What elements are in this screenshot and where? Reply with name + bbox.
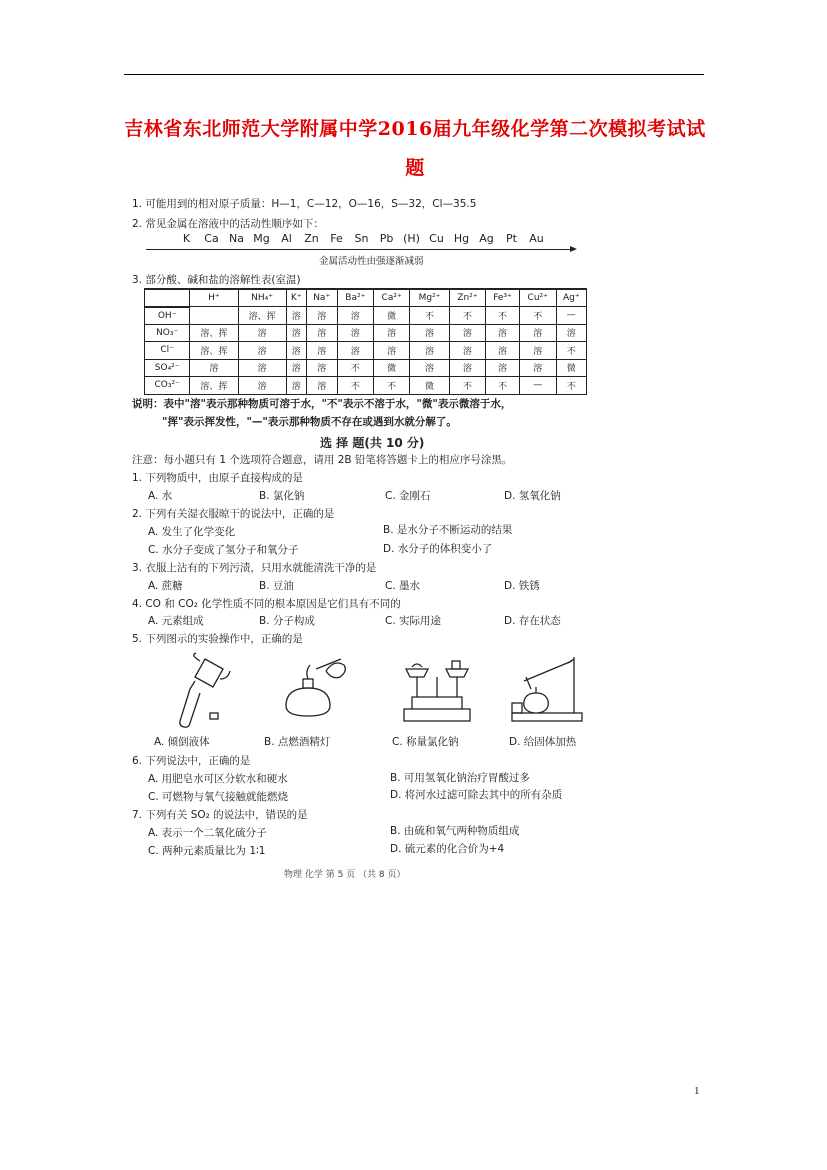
solubility-cell: 溶 — [410, 359, 449, 377]
cation-header: Ba²⁺ — [337, 289, 373, 307]
series-element: Au — [529, 232, 544, 245]
anion-header: OH⁻ — [145, 307, 190, 325]
series-element: Fe — [330, 232, 343, 245]
series-element: Hg — [453, 232, 470, 245]
series-element: Ca — [204, 232, 219, 245]
solubility-cell: 溶 — [519, 324, 556, 342]
series-element: (H) — [403, 232, 420, 245]
q4-option-b: B. 分子构成 — [259, 615, 315, 627]
table-note-line2: "挥"表示挥发性，"—"表示那种物质不存在或遇到水就分解了。 — [162, 416, 457, 428]
solubility-cell: 溶 — [449, 342, 486, 360]
section-title: 选 择 题(共 10 分) — [320, 436, 425, 450]
q6-option-c: C. 可燃物与氧气接触就能燃烧 — [148, 791, 289, 803]
solubility-row — [145, 324, 587, 342]
solubility-cell: 不 — [556, 342, 586, 360]
solubility-cell: 溶、挥 — [190, 342, 238, 360]
solubility-cell: 溶 — [486, 342, 520, 360]
series-element: K — [182, 232, 191, 245]
info-atomic-mass: 1. 可能用到的相对原子质量：H—1，C—12，O—16，S—32，Cl—35.5 — [132, 198, 477, 210]
solubility-cell: 溶、挥 — [238, 307, 286, 325]
cation-header: H⁺ — [190, 289, 238, 307]
solubility-cell: 溶 — [337, 342, 373, 360]
solubility-cell: 溶 — [286, 342, 306, 360]
series-element: Pt — [506, 232, 517, 245]
solubility-cell: 溶 — [190, 359, 238, 377]
info-activity-series: 2. 常见金属在溶液中的活动性顺序如下： — [132, 218, 324, 230]
q5-option-a: A. 倾倒液体 — [154, 736, 210, 748]
q4-option-c: C. 实际用途 — [385, 615, 442, 627]
q3-option-c: C. 墨水 — [385, 580, 421, 592]
heating-solid-illustration — [504, 651, 594, 731]
q4-option-a: A. 元素组成 — [148, 615, 204, 627]
question-1: 1. 下列物质中，由原子直接构成的是 — [132, 472, 303, 484]
q7-option-c: C. 两种元素质量比为 1∶1 — [148, 845, 266, 857]
solubility-cell: 溶 — [286, 377, 306, 395]
solubility-cell: 溶、挥 — [190, 377, 238, 395]
q7-option-d: D. 硫元素的化合价为+4 — [390, 843, 505, 855]
solubility-cell: 不 — [519, 307, 556, 325]
q5-option-b: B. 点燃酒精灯 — [264, 736, 331, 748]
header-rule — [124, 74, 704, 75]
solubility-cell: 溶、挥 — [190, 324, 238, 342]
solubility-row — [145, 377, 587, 395]
solubility-cell: 不 — [410, 307, 449, 325]
solubility-cell: 溶 — [306, 359, 337, 377]
q2-option-a: A. 发生了化学变化 — [148, 526, 236, 538]
page-number: 1 — [694, 1085, 700, 1097]
q1-option-c: C. 金刚石 — [385, 490, 431, 502]
series-element: Sn — [354, 232, 369, 245]
cation-header: K⁺ — [286, 289, 306, 307]
solubility-cell: 不 — [449, 307, 486, 325]
cation-header: Ag⁺ — [556, 289, 586, 307]
question-3: 3. 衣服上沾有的下列污渍，只用水就能清洗干净的是 — [132, 562, 377, 574]
solubility-cell: 溶 — [556, 324, 586, 342]
q6-option-b: B. 可用氢氧化钠治疗胃酸过多 — [390, 772, 530, 784]
solubility-cell: 溶 — [306, 307, 337, 325]
solubility-cell: 不 — [486, 307, 520, 325]
q3-option-b: B. 豆油 — [259, 580, 294, 592]
cation-header: Zn²⁺ — [449, 289, 486, 307]
solubility-cell — [190, 307, 238, 325]
attention-note: 注意：每小题只有 1 个选项符合题意，请用 2B 铅笔将答题卡上的相应序号涂黑。 — [132, 454, 513, 466]
solubility-cell: 溶 — [238, 359, 286, 377]
solubility-row — [145, 307, 587, 325]
anion-header: CO₃²⁻ — [145, 377, 190, 395]
solubility-cell: 溶 — [373, 324, 409, 342]
cation-header: NH₄⁺ — [238, 289, 286, 307]
q4-option-d: D. 存在状态 — [504, 615, 561, 627]
q5-option-d: D. 给固体加热 — [509, 736, 577, 748]
cation-header: Na⁺ — [306, 289, 337, 307]
solubility-cell: 溶 — [306, 324, 337, 342]
solubility-cell: 溶 — [238, 342, 286, 360]
solubility-cell: 溶 — [519, 342, 556, 360]
question-5: 5. 下列图示的实验操作中，正确的是 — [132, 633, 303, 645]
question-7: 7. 下列有关 SO₂ 的说法中，错误的是 — [132, 809, 308, 821]
solubility-row — [145, 359, 587, 377]
q5-option-c: C. 称量氯化钠 — [392, 736, 459, 748]
solubility-cell: 不 — [337, 359, 373, 377]
question-6: 6. 下列说法中，正确的是 — [132, 755, 251, 767]
q1-option-b: B. 氯化钠 — [259, 490, 305, 502]
question-4: 4. CO 和 CO₂ 化学性质不同的根本原因是它们具有不同的 — [132, 598, 401, 610]
cation-header: Ca²⁺ — [373, 289, 409, 307]
solubility-cell: 不 — [556, 377, 586, 395]
solubility-cell: 溶 — [410, 342, 449, 360]
solubility-cell: — — [519, 377, 556, 395]
solubility-cell: 溶 — [449, 359, 486, 377]
q6-option-d: D. 将河水过滤可除去其中的所有杂质 — [390, 789, 563, 801]
solubility-cell: — — [556, 307, 586, 325]
activity-series — [174, 232, 549, 245]
solubility-cell: 不 — [337, 377, 373, 395]
solubility-cell: 溶 — [410, 324, 449, 342]
cation-header: Mg²⁺ — [410, 289, 449, 307]
series-element: Pb — [379, 232, 394, 245]
scanned-exam-page — [124, 186, 594, 880]
anion-header: NO₃⁻ — [145, 324, 190, 342]
series-element: Cu — [429, 232, 444, 245]
solubility-cell: 不 — [449, 377, 486, 395]
solubility-cell: 微 — [373, 307, 409, 325]
solubility-cell: 溶 — [337, 307, 373, 325]
document-title-line2: 题 — [405, 157, 425, 179]
solubility-cell: 溶 — [486, 359, 520, 377]
q2-option-c: C. 水分子变成了氢分子和氧分子 — [148, 544, 299, 556]
solubility-cell: 溶 — [286, 307, 306, 325]
info-solubility-title: 3. 部分酸、碱和盐的溶解性表(室温) — [132, 274, 301, 286]
solubility-row — [145, 342, 587, 360]
series-element: Zn — [304, 232, 319, 245]
solubility-cell: 微 — [410, 377, 449, 395]
solubility-cell: 溶 — [337, 324, 373, 342]
series-element: Mg — [253, 232, 270, 245]
cation-header: Cu²⁺ — [519, 289, 556, 307]
solubility-table — [144, 288, 587, 395]
q2-option-b: B. 是水分子不断运动的结果 — [383, 524, 513, 536]
question-2: 2. 下列有关湿衣服晾干的说法中，正确的是 — [132, 508, 335, 520]
pour-liquid-illustration — [150, 651, 240, 731]
q7-option-b: B. 由硫和氧气两种物质组成 — [390, 825, 520, 837]
q6-option-a: A. 用肥皂水可区分软水和硬水 — [148, 773, 288, 785]
solubility-cell: 溶 — [306, 377, 337, 395]
solubility-cell: 溶 — [449, 324, 486, 342]
series-caption: 金属活动性由强逐渐减弱 — [319, 256, 424, 267]
solubility-cell: 溶 — [306, 342, 337, 360]
solubility-cell: 溶 — [286, 359, 306, 377]
solubility-cell: 微 — [373, 359, 409, 377]
q1-option-a: A. 水 — [148, 490, 173, 502]
anion-header: Cl⁻ — [145, 342, 190, 360]
scan-footer: 物理 化学 第 5 页 （共 8 页） — [284, 870, 406, 880]
series-element: Ag — [479, 232, 494, 245]
alcohol-lamp-illustration — [266, 651, 356, 731]
solubility-header-row — [145, 289, 587, 307]
solubility-cell: 溶 — [286, 324, 306, 342]
q3-option-d: D. 铁锈 — [504, 580, 540, 592]
solubility-cell: 溶 — [373, 342, 409, 360]
solubility-cell: 微 — [556, 359, 586, 377]
solubility-cell: 不 — [373, 377, 409, 395]
corner-cell — [145, 289, 190, 307]
cation-header: Fe³⁺ — [486, 289, 520, 307]
balance-illustration — [392, 651, 482, 731]
solubility-cell: 溶 — [519, 359, 556, 377]
document-title-line1: 吉林省东北师范大学附属中学2016届九年级化学第二次模拟考试试 — [124, 118, 706, 140]
solubility-cell: 溶 — [238, 324, 286, 342]
series-element: Na — [229, 232, 244, 245]
table-note-line1: 说明：表中"溶"表示那种物质可溶于水，"不"表示不溶于水，"微"表示微溶于水， — [132, 398, 512, 410]
solubility-cell: 不 — [486, 377, 520, 395]
solubility-cell: 溶 — [486, 324, 520, 342]
q1-option-d: D. 氢氧化钠 — [504, 490, 561, 502]
solubility-cell: 溶 — [238, 377, 286, 395]
series-arrow — [146, 249, 571, 250]
series-element: Al — [281, 232, 292, 245]
q7-option-a: A. 表示一个二氧化硫分子 — [148, 827, 267, 839]
anion-header: SO₄²⁻ — [145, 359, 190, 377]
q2-option-d: D. 水分子的体积变小了 — [383, 543, 493, 555]
q3-option-a: A. 蔗糖 — [148, 580, 183, 592]
